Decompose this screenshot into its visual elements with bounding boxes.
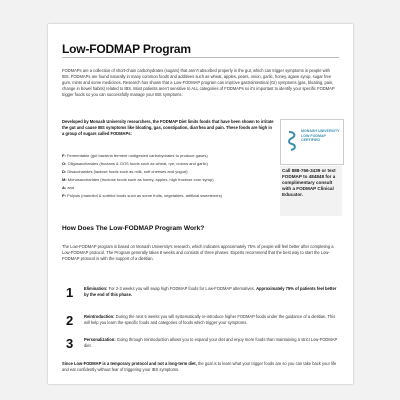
intro-paragraph: FODMAPs are a collection of short-chain carbohydrates (sugars) that aren't absorbed properly in the gut, which can trigger symptoms in people with IBS. FODMAPs are found naturally in many common foods and additives such as wheat, apples, pears, onion, garlic, honey, agave syrup, sugar free gum, mints and some medicines. Research has shown that a Low-FODMAP program can improve gastrointestinal (GI) symptoms (gas, bloating, pain, change in bowel habits) related to IBS. Most patients aren't sensitive to ALL categories of FODMAPs so it's important to identify your specific FODMAP trigger foods so you can successfully manage your IBS symptoms. [62, 68, 335, 98]
list-item: P: Polyols (mannitol & sorbitol foods such as some fruits, vegetables, artificial sweeteners) [62, 193, 223, 198]
list-item: M: Monosaccharides (fructose foods such as honey, apples, high fructose corn syrup) [62, 177, 214, 182]
monash-paragraph: Developed by Monash University researchers, the FODMAP Diet limits foods that have been shown to irritate the gut and cause IBS symptoms like bloating, gas, constipation, diarrhea and pain. These foods are high in a group of sugars called FODMAPs: [62, 119, 274, 136]
fodmap-list [62, 152, 277, 200]
step-text: Elimination: For 2-3 weeks you will swap high FODMAP foods for Low-FODMAP alternatives. Approximately 75% of patients feel better by the end of this phase. [84, 286, 337, 298]
monash-certified-logo [280, 119, 344, 165]
step-number: 1 [66, 285, 74, 300]
page-title: Low-FODMAP Program [62, 42, 191, 56]
step-text: Personalization: Going through reintroduction allows you to expand your diet and enjoy more foods than maintaining a strict Low-FODMAP diet. [84, 337, 338, 349]
consult-callout: Call 888-766-3439 or text FODMAP to 484848 for a complimentary consult with a FODMAP Clinical Educator. [280, 166, 342, 216]
list-item: A: and [62, 185, 75, 190]
logo-text: MONASH UNIVERSITY LOW FODMAP CERTIFIED [301, 129, 340, 143]
step-text: Reintroduction: During the next 6 weeks you will systematically re-introduce higher FODMAP foods under the guidance of a dietitian. This will help you learn the specific foods and categories of foods which trigger your symptoms. [84, 314, 336, 326]
document-page [48, 24, 353, 384]
list-item: D: Disaccharides (lactose foods such as milk, soft cheeses and yogurt) [62, 169, 188, 174]
list-item: O: Oligosaccharides (fructans & GOS foods such as wheat, rye, onions and garlic) [62, 161, 208, 166]
gut-icon [286, 131, 298, 151]
section-heading: How Does The Low-FODMAP Program Work? [62, 225, 205, 232]
closing-paragraph: Since Low-FODMAP is a temporary protocol and not a long-term diet, the goal is to learn what your trigger foods are so you can take back your life and eat confidently without fear of triggering your IBS symptoms. [62, 361, 337, 373]
step-number: 2 [66, 313, 74, 328]
title-divider [62, 57, 339, 58]
how-paragraph: The Low-FODMAP program is based on Monash University's research, which indicates approximately 75% of people will feel better after completing a Low-FODMAP protocol. The Program generally takes 8 weeks and consists of three phases. Experts recommend that the best way to start the Low-FODMAP protocol is with the support of a dietitian. [62, 244, 334, 262]
step-number: 3 [66, 336, 74, 351]
list-item: F: Fermentable (gut bacteria ferment undigested carbohydrates to produce gases) [62, 153, 208, 158]
